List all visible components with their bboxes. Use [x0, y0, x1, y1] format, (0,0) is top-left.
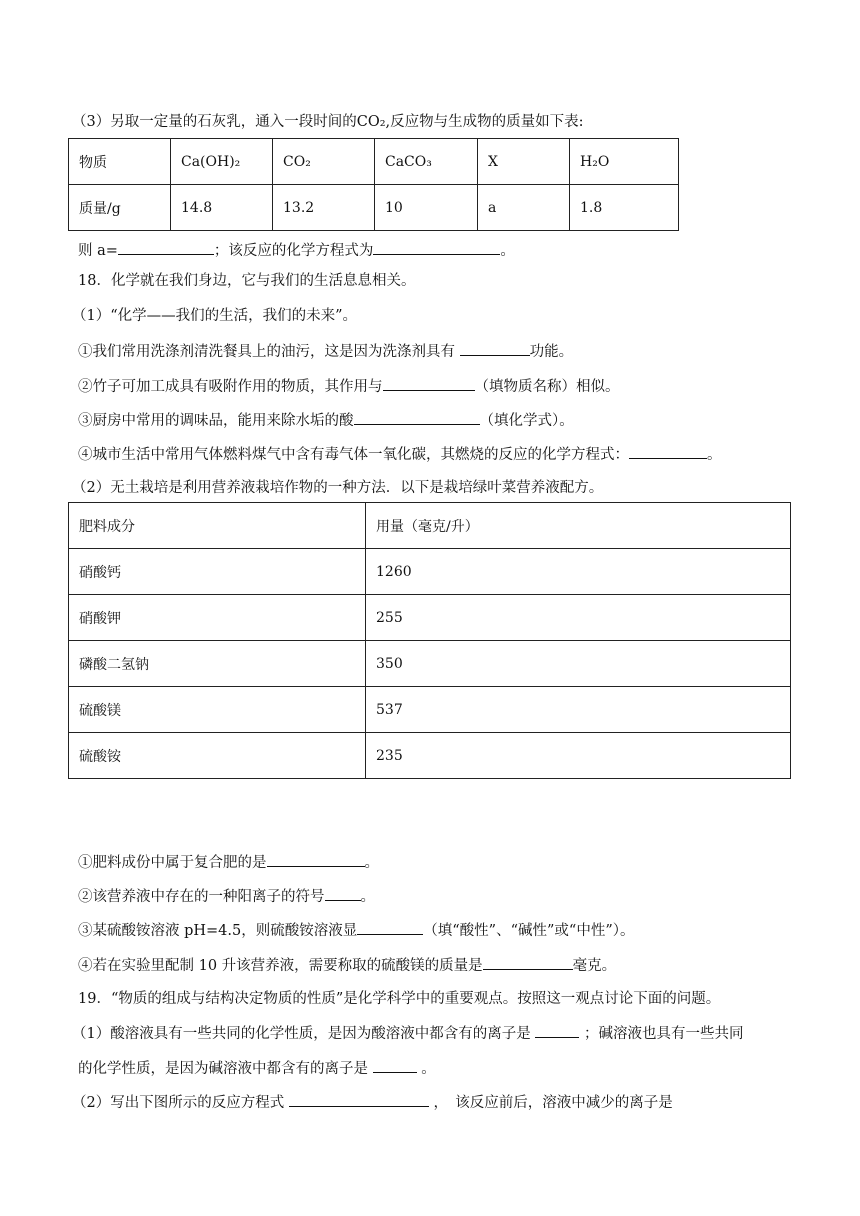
item-text: ③某硫酸铵溶液 pH=4.5，则硫酸铵溶液显 — [78, 923, 358, 939]
item-text: （填物质名称）相似。 — [474, 379, 620, 395]
item-text: 。 — [364, 855, 379, 871]
question-19-title: 19．“物质的组成与结构决定物质的性质”是化学科学中的重要观点。按照这一观点讨论下面的问题。 — [78, 991, 721, 1007]
item-text: ④若在实验里配制 10 升该营养液，需要称取的硫酸镁的质量是 — [78, 958, 483, 974]
item-text: ③厨房中常用的调味品，能用来除水垢的酸 — [78, 413, 354, 429]
table-cell: 物质 — [69, 139, 171, 185]
table-cell: 255 — [366, 595, 791, 641]
q18-item3 — [78, 410, 574, 431]
q18-2-item2 — [78, 886, 375, 907]
table-row — [69, 549, 791, 595]
table-row — [69, 595, 791, 641]
q19-sub2 — [72, 1092, 673, 1113]
table-row — [69, 503, 791, 549]
table-cell: CO₂ — [273, 139, 375, 185]
item-text: （1）酸溶液具有一些共同的化学性质，是因为酸溶液中都含有的离子是 — [72, 1026, 536, 1042]
table-row — [69, 185, 679, 231]
item-text: ④城市生活中常用气体燃料煤气中含有毒气体一氧化碳，其燃烧的反应的化学方程式： — [78, 447, 629, 463]
table-cell: X — [478, 139, 570, 185]
label-equation: ；该反应的化学方程式为 — [213, 243, 374, 259]
answer-blank[interactable] — [267, 852, 365, 867]
item-text: 功能。 — [529, 344, 574, 360]
q19-sub1 — [72, 1023, 743, 1044]
answer-blank[interactable] — [289, 1092, 429, 1107]
table-row — [69, 733, 791, 779]
table-cell: 1260 — [366, 549, 791, 595]
table-cell: 13.2 — [273, 185, 375, 231]
item-text: ；碱溶液也具有一些共同 — [583, 1026, 744, 1042]
answer-blank[interactable] — [535, 1023, 579, 1038]
table-cell: 537 — [366, 687, 791, 733]
table-cell: 用量（毫克/升） — [366, 503, 791, 549]
item-text: ②该营养液中存在的一种阳离子的符号 — [78, 889, 325, 905]
answer-blank[interactable] — [118, 240, 214, 255]
item-text: ， 该反应前后，溶液中减少的离子是 — [433, 1095, 673, 1111]
answer-blank[interactable] — [460, 341, 530, 356]
table-row — [69, 687, 791, 733]
q19-sub1-cont — [78, 1058, 436, 1079]
item-text: ①肥料成份中属于复合肥的是 — [78, 855, 267, 871]
q18-item1 — [78, 341, 573, 362]
item-text: 。 — [360, 889, 375, 905]
table-cell: 1.8 — [570, 185, 679, 231]
part3-intro: （3）另取一定量的石灰乳，通入一段时间的CO₂,反应物与生成物的质量如下表: — [72, 114, 584, 130]
q18-sub1: （1）“化学——我们的生活，我们的未来”。 — [72, 308, 358, 324]
nutrient-table — [68, 502, 791, 779]
item-text: ②竹子可加工成具有吸附作用的物质，其作用与 — [78, 379, 383, 395]
q18-2-item1 — [78, 852, 379, 873]
table-cell: 肥料成分 — [69, 503, 366, 549]
mass-table — [68, 138, 679, 231]
table-cell: CaCO₃ — [375, 139, 478, 185]
table-cell: 硝酸钙 — [69, 549, 366, 595]
answer-blank[interactable] — [483, 955, 573, 970]
q18-sub2: （2）无土栽培是利用营养液栽培作物的一种方法．以下是栽培绿叶菜营养液配方。 — [72, 480, 604, 496]
table-row — [69, 139, 679, 185]
item-text: 。 — [707, 447, 722, 463]
table-cell: 350 — [366, 641, 791, 687]
item-text: ①我们常用洗涤剂清洗餐具上的油污，这是因为洗涤剂具有 — [78, 344, 460, 360]
answer-blank[interactable] — [354, 410, 480, 425]
q18-item4 — [78, 444, 722, 465]
question-18-title: 18．化学就在我们身边，它与我们的生活息息相关。 — [78, 273, 416, 289]
answer-blank[interactable] — [373, 240, 500, 255]
answer-blank[interactable] — [357, 920, 423, 935]
table-cell: 磷酸二氢钠 — [69, 641, 366, 687]
q18-2-item3 — [78, 920, 634, 941]
table-cell: 14.8 — [171, 185, 273, 231]
table-cell: 硫酸镁 — [69, 687, 366, 733]
q18-item2 — [78, 376, 620, 397]
answer-blank[interactable] — [325, 886, 361, 901]
table-cell: 硝酸钾 — [69, 595, 366, 641]
answer-blank[interactable] — [629, 444, 707, 459]
punctuation: 。 — [500, 243, 515, 259]
table-cell: a — [478, 185, 570, 231]
table-cell: 硫酸铵 — [69, 733, 366, 779]
item-text: 毫克。 — [572, 958, 617, 974]
q18-2-item4 — [78, 955, 616, 976]
item-text: （2）写出下图所示的反应方程式 — [72, 1095, 289, 1111]
label-a: 则 a= — [78, 243, 118, 259]
item-text: （填化学式）。 — [479, 413, 574, 429]
item-text: （填“酸性”、“碱性”或“中性”）。 — [423, 923, 635, 939]
item-text: 的化学性质，是因为碱溶液中都含有的离子是 — [78, 1061, 373, 1077]
item-text: 。 — [421, 1061, 436, 1077]
table-row — [69, 641, 791, 687]
table-cell: 235 — [366, 733, 791, 779]
table-cell: H₂O — [570, 139, 679, 185]
answer-blank[interactable] — [373, 1058, 417, 1073]
table-cell: Ca(OH)₂ — [171, 139, 273, 185]
part3-answer-line — [78, 240, 515, 261]
table-cell: 10 — [375, 185, 478, 231]
table-cell: 质量/g — [69, 185, 171, 231]
answer-blank[interactable] — [383, 376, 475, 391]
